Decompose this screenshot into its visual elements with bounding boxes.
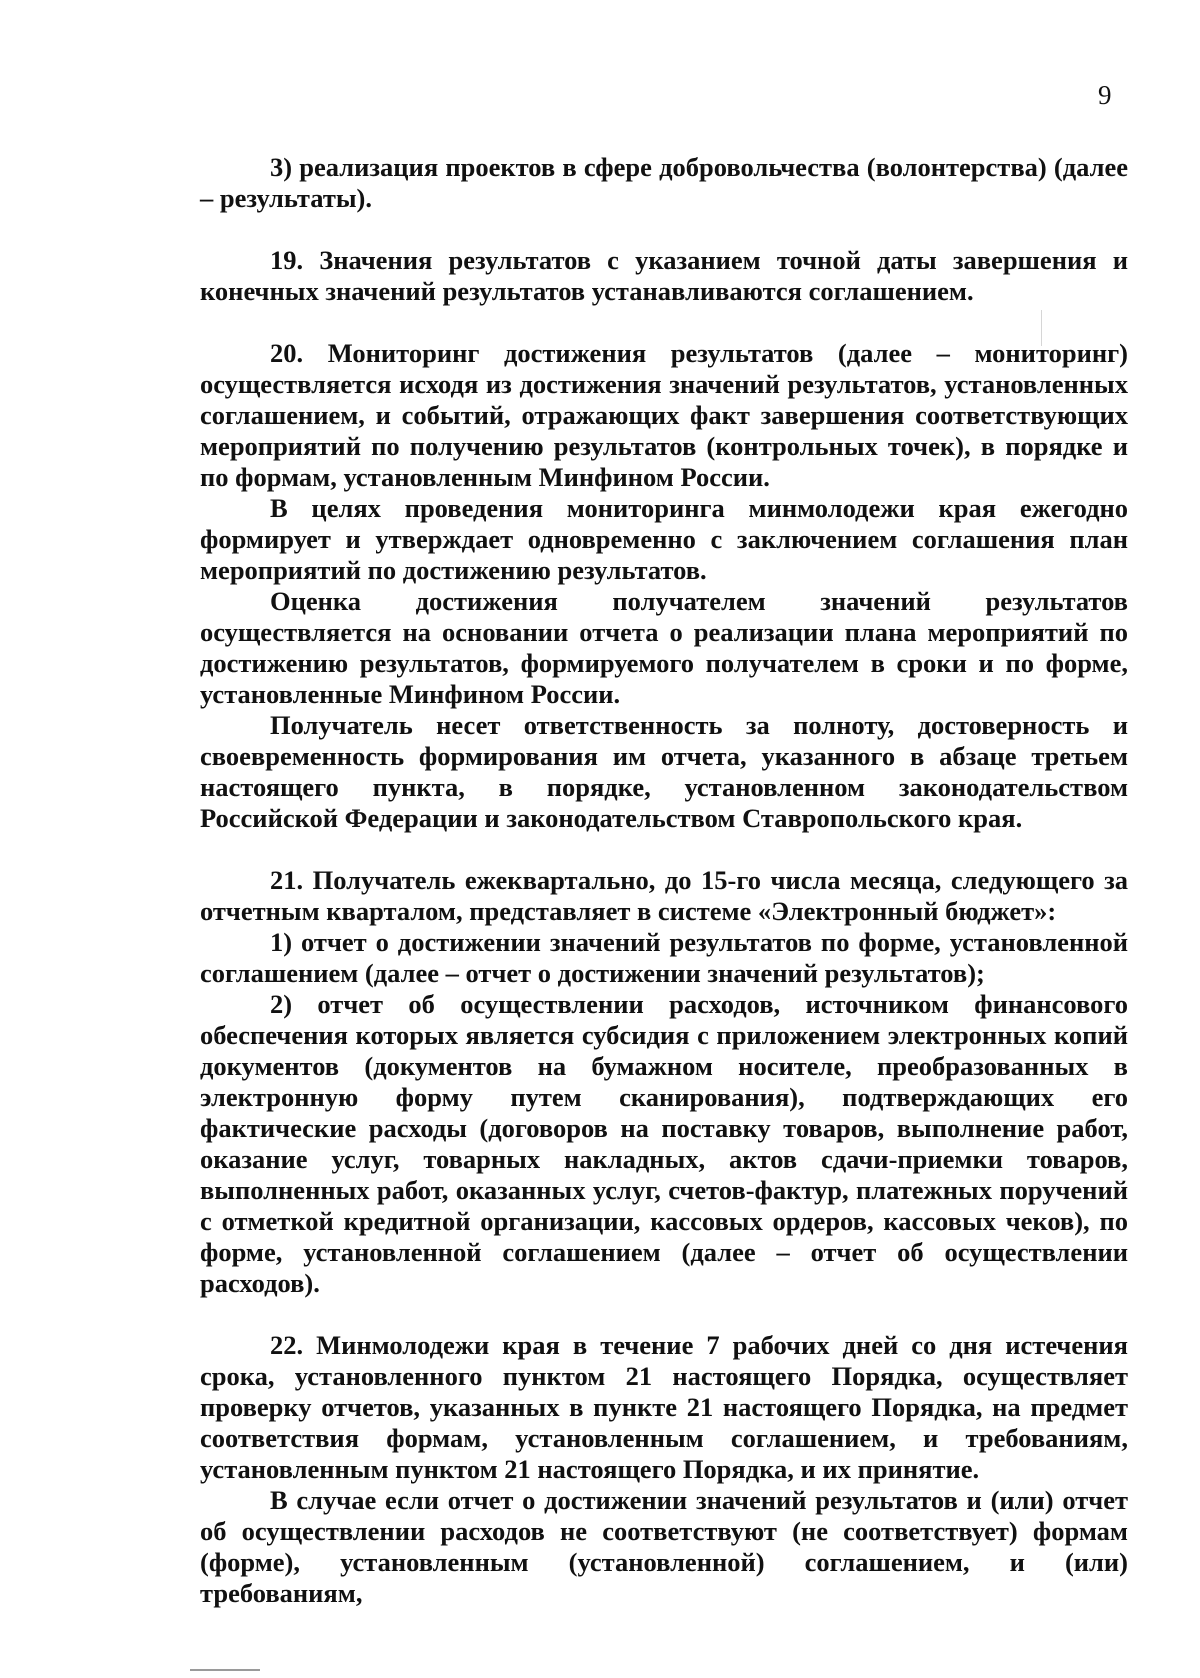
paragraph-clause-20: 20. Мониторинг достижения результатов (далее – мониторинг) осуществляется исходя из достижения значений результатов, установленных соглашением, и событий, отражающих факт завершения соответствующих мероприятий по получению результатов (контрольных точек), в порядке и по формам, установленным Минфином России.	[200, 338, 1128, 492]
document-body	[200, 152, 1128, 1609]
paragraph-assessment: Оценка достижения получателем значений результатов осуществляется на основании отчета о реализации плана мероприятий по достижению результатов, формируемого получателем в сроки и по форме, установленные Минфином России.	[200, 586, 1128, 709]
paragraph-responsibility: Получатель несет ответственность за полноту, достоверность и своевременность формирования им отчета, указанного в абзаце третьем настоящего пункта, в порядке, установленном законодательством Российской Федерации и законодательством Ставропольского края.	[200, 710, 1128, 833]
paragraph-report-results: 1) отчет о достижении значений результатов по форме, установленной соглашением (далее – отчет о достижении значений результатов);	[200, 927, 1128, 988]
paragraph-noncompliance: В случае если отчет о достижении значений результатов и (или) отчет об осуществлении расходов не соответствуют (не соответствует) формам (форме), установленным (установленной) соглашением, и (или) требованиям,	[200, 1485, 1128, 1608]
paragraph-clause-19: 19. Значения результатов с указанием точной даты завершения и конечных значений результатов устанавливаются соглашением.	[200, 245, 1128, 306]
paragraph-report-expenses: 2) отчет об осуществлении расходов, источником финансового обеспечения которых является субсидия с приложением электронных копий документов (документов на бумажном носителе, преобразованных в электронную форму путем сканирования), подтверждающих его фактические расходы (договоров на поставку товаров, выполнение работ, оказание услуг, товарных накладных, актов сдачи-приемки товаров, выполненных работ, оказанных услуг, счетов-фактур, платежных поручений с отметкой кредитной организации, кассовых ордеров, кассовых чеков), по форме, установленной соглашением (далее – отчет об осуществлении расходов).	[200, 989, 1128, 1298]
paragraph-clause-21: 21. Получатель ежеквартально, до 15-го числа месяца, следующего за отчетным кварталом, представляет в системе «Электронный бюджет»:	[200, 865, 1128, 926]
scan-artifact-mark	[190, 1669, 260, 1671]
page-number: 9	[1098, 80, 1112, 110]
paragraph-monitoring-plan: В целях проведения мониторинга минмолодежи края ежегодно формирует и утверждает одновременно с заключением соглашения план мероприятий по достижению результатов.	[200, 493, 1128, 585]
paragraph-item-3: 3) реализация проектов в сфере добровольчества (волонтерства) (далее – результаты).	[200, 152, 1128, 213]
paragraph-clause-22: 22. Минмолодежи края в течение 7 рабочих дней со дня истечения срока, установленного пунктом 21 настоящего Порядка, осуществляет проверку отчетов, указанных в пункте 21 настоящего Порядка, на предмет соответствия формам, установленным соглашением, и требованиям, установленным пунктом 21 настоящего Порядка, и их принятие.	[200, 1330, 1128, 1484]
